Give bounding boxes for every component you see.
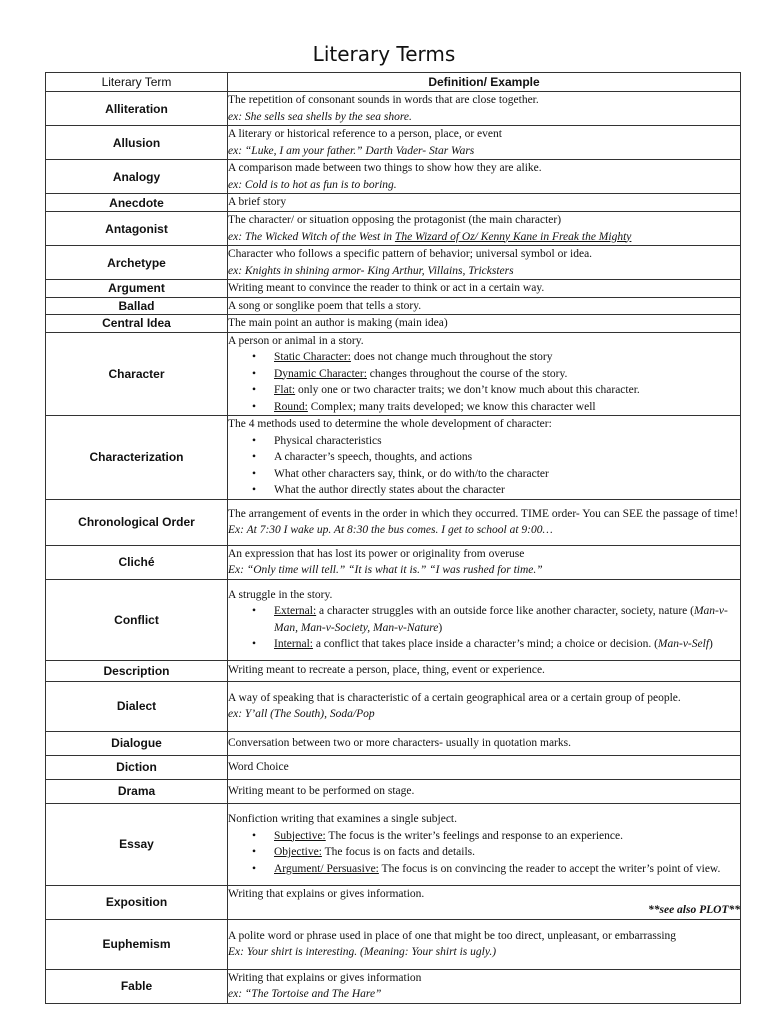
list-item: • What other characters say, think, or do with/to the character [274,466,740,483]
definition-cell [228,803,741,885]
list-item: • A character’s speech, thoughts, and actions [274,449,740,466]
definition-text: Writing meant to recreate a person, place, thing, event or experience. [228,664,545,677]
term-cell: Character [46,332,228,416]
table-row [46,681,741,731]
literary-terms-table [45,72,741,1004]
list-item: • What the author directly states about the character [274,482,740,499]
definition-cell [228,499,741,545]
definition-text: A way of speaking that is characteristic of a certain geographical area or a certain group of people. [228,691,681,704]
definition-text: A literary or historical reference to a person, place, or event [228,128,502,140]
table-row [46,297,741,315]
list-item-text: a conflict that takes place inside a character’s mind; a choice or decision. ( [312,638,658,650]
definition-text: The character/ or situation opposing the protagonist (the main character) [228,214,562,226]
list-item [274,366,740,383]
list-item-text: ) [709,638,713,650]
underlined-label: Dynamic Character: [274,367,367,380]
term-cell: Dialogue [46,731,228,755]
definition-cell [228,212,741,246]
definition-text: The main point an author is making (main idea) [228,317,448,329]
term-cell: Archetype [46,246,228,280]
table-row [46,280,741,298]
table-row [46,803,741,885]
example-text: ex: She sells sea shells by the sea shore. [228,110,412,123]
list-item-text: Complex; many traits developed; we know this character well [307,400,596,413]
term-cell: Description [46,660,228,681]
definition-text: Writing meant to be performed on stage. [228,784,415,797]
list-item-italic: Man-v-Man, Man-v-Society, Man-v-Nature [274,605,728,634]
term-cell: Alliteration [46,92,228,126]
list-item-text: a character struggles with an outside force like another character, society, nature ( [316,605,694,617]
definition-cell [228,919,741,969]
table-row [46,315,741,333]
definition-cell [228,126,741,160]
list-item-text: only one or two character traits; we don’t know much about this character. [295,384,640,396]
column-header-definition: Definition/ Example [228,73,741,92]
example-text: Ex: At 7:30 I wake up. At 8:30 the bus comes. I get to school at 9:00… [228,524,553,536]
underlined-label: Round: [274,400,308,413]
example-text-underlined: The Wizard of Oz/ Kenny Kane in Freak the Mighty [394,230,632,243]
example-text: ex: “Luke, I am your father.” Darth Vader- Star Wars [228,144,475,157]
definition-cell [228,92,741,126]
definition-text: The repetition of consonant sounds in words that are close together. [228,94,539,106]
table-row [46,212,741,246]
table-row [46,660,741,681]
table-row [46,160,741,194]
definition-cell [228,755,741,779]
list-item [274,861,740,878]
definition-text: Conversation between two or more characters- usually in quotation marks. [228,736,571,749]
definition-text: Word Choice [228,760,289,773]
definition-cell [228,779,741,803]
table-row [46,919,741,969]
definition-cell [228,969,741,1003]
list-item [274,382,740,399]
definition-text: Writing that explains or gives information. [228,887,425,900]
underlined-label: Subjective: [274,829,326,842]
example-text: ex: “The Tortoise and The Hare” [228,988,382,1000]
list-item [274,349,740,366]
table-row [46,332,741,416]
see-also-note [228,902,740,919]
see-also-text: **see also [648,904,700,916]
term-cell: Fable [46,969,228,1003]
definition-cell [228,315,741,333]
term-cell: Allusion [46,126,228,160]
definition-cell [228,297,741,315]
bullet-list [228,433,740,499]
term-cell: Diction [46,755,228,779]
term-cell: Central Idea [46,315,228,333]
example-text-part: ex: The Wicked Witch of the West in [228,230,395,243]
term-cell: Euphemism [46,919,228,969]
example-text: ex: Y’all (The South), Soda/Pop [228,708,375,720]
list-item-text: changes throughout the course of the story. [366,367,568,380]
list-item-text: The focus is on facts and details. [321,846,475,858]
definition-text: The 4 methods used to determine the whole development of character: [228,418,552,430]
definition-text: A brief story [228,196,287,209]
definition-text: A comparison made between two things to show how they are alike. [228,162,542,174]
definition-text: The arrangement of events in the order in which they occurred. TIME order- You can SEE the passage of time! [228,507,739,520]
term-cell: Drama [46,779,228,803]
underlined-label: Argument/ Persuasive: [274,862,379,875]
table-header-row [46,73,741,92]
table-row [46,885,741,919]
term-cell: Cliché [46,545,228,579]
list-item [274,636,740,653]
term-cell: Argument [46,280,228,298]
list-item-text: ) [438,621,443,634]
definition-text: An expression that has lost its power or originality from overuse [228,547,525,560]
bullet-list [228,828,740,878]
table-row [46,416,741,500]
column-header-term: Literary Term [46,73,228,92]
term-cell: Anecdote [46,194,228,212]
example-text [228,229,740,246]
definition-cell [228,545,741,579]
term-cell: Dialect [46,681,228,731]
term-cell: Characterization [46,416,228,500]
definition-text: Nonfiction writing that examines a single subject. [228,813,457,825]
definition-text: A song or songlike poem that tells a story. [228,299,422,312]
list-item [274,399,740,416]
term-cell: Antagonist [46,212,228,246]
example-text: Ex: “Only time will tell.” “It is what it is.” “I was rushed for time.” [228,564,543,576]
table-row [46,969,741,1003]
definition-cell [228,579,741,660]
underlined-label: Flat: [274,384,296,396]
bullet-list [228,603,740,653]
table-row [46,499,741,545]
definition-cell [228,194,741,212]
definition-cell [228,681,741,731]
term-cell: Essay [46,803,228,885]
definition-cell [228,246,741,280]
list-item: • Physical characteristics [274,433,740,450]
definition-cell [228,731,741,755]
list-item [274,844,740,861]
definition-cell [228,160,741,194]
example-text: ex: Cold is to hot as fun is to boring. [228,178,397,191]
table-row [46,779,741,803]
list-item [274,603,740,636]
table-row [46,246,741,280]
definition-cell [228,280,741,298]
table-row [46,579,741,660]
table-row [46,545,741,579]
term-cell: Chronological Order [46,499,228,545]
term-cell: Ballad [46,297,228,315]
page-title: Literary Terms [312,42,456,66]
definition-text: A polite word or phrase used in place of one that might be too direct, unpleasant, or embarrassing [228,929,677,942]
underlined-label: External: [274,605,317,617]
list-item-text: The focus is on convincing the reader to accept the writer’s point of view. [378,862,721,875]
list-item-italic: Man-v-Self [657,638,710,650]
example-text: Ex: Your shirt is interesting. (Meaning: Your shirt is ugly.) [228,946,497,958]
bullet-list [228,349,740,415]
term-cell: Exposition [46,885,228,919]
definition-text: A struggle in the story. [228,588,333,601]
table-row [46,92,741,126]
table-row [46,731,741,755]
underlined-label: Objective: [274,846,322,858]
table-row [46,126,741,160]
definition-text: Writing that explains or gives information [228,971,422,984]
term-cell: Analogy [46,160,228,194]
definition-cell [228,332,741,416]
definition-text: Writing meant to convince the reader to think or act in a certain way. [228,282,545,294]
example-text: ex: Knights in shining armor- King Arthur, Villains, Tricksters [228,264,514,277]
list-item [274,828,740,845]
definition-text: Character who follows a specific pattern of behavior; universal symbol or idea. [228,248,593,260]
definition-cell [228,885,741,919]
underlined-label: Static Character: [274,351,351,363]
definition-cell [228,416,741,500]
underlined-label: Internal: [274,638,313,650]
term-cell: Conflict [46,579,228,660]
table-row [46,755,741,779]
list-item-text: The focus is the writer’s feelings and response to an experience. [325,829,623,842]
see-also-term: PLOT [699,904,729,916]
table-row [46,194,741,212]
see-also-text: ** [728,904,740,916]
list-item-text: does not change much throughout the story [350,351,553,363]
definition-text: A person or animal in a story. [228,334,364,347]
definition-cell [228,660,741,681]
